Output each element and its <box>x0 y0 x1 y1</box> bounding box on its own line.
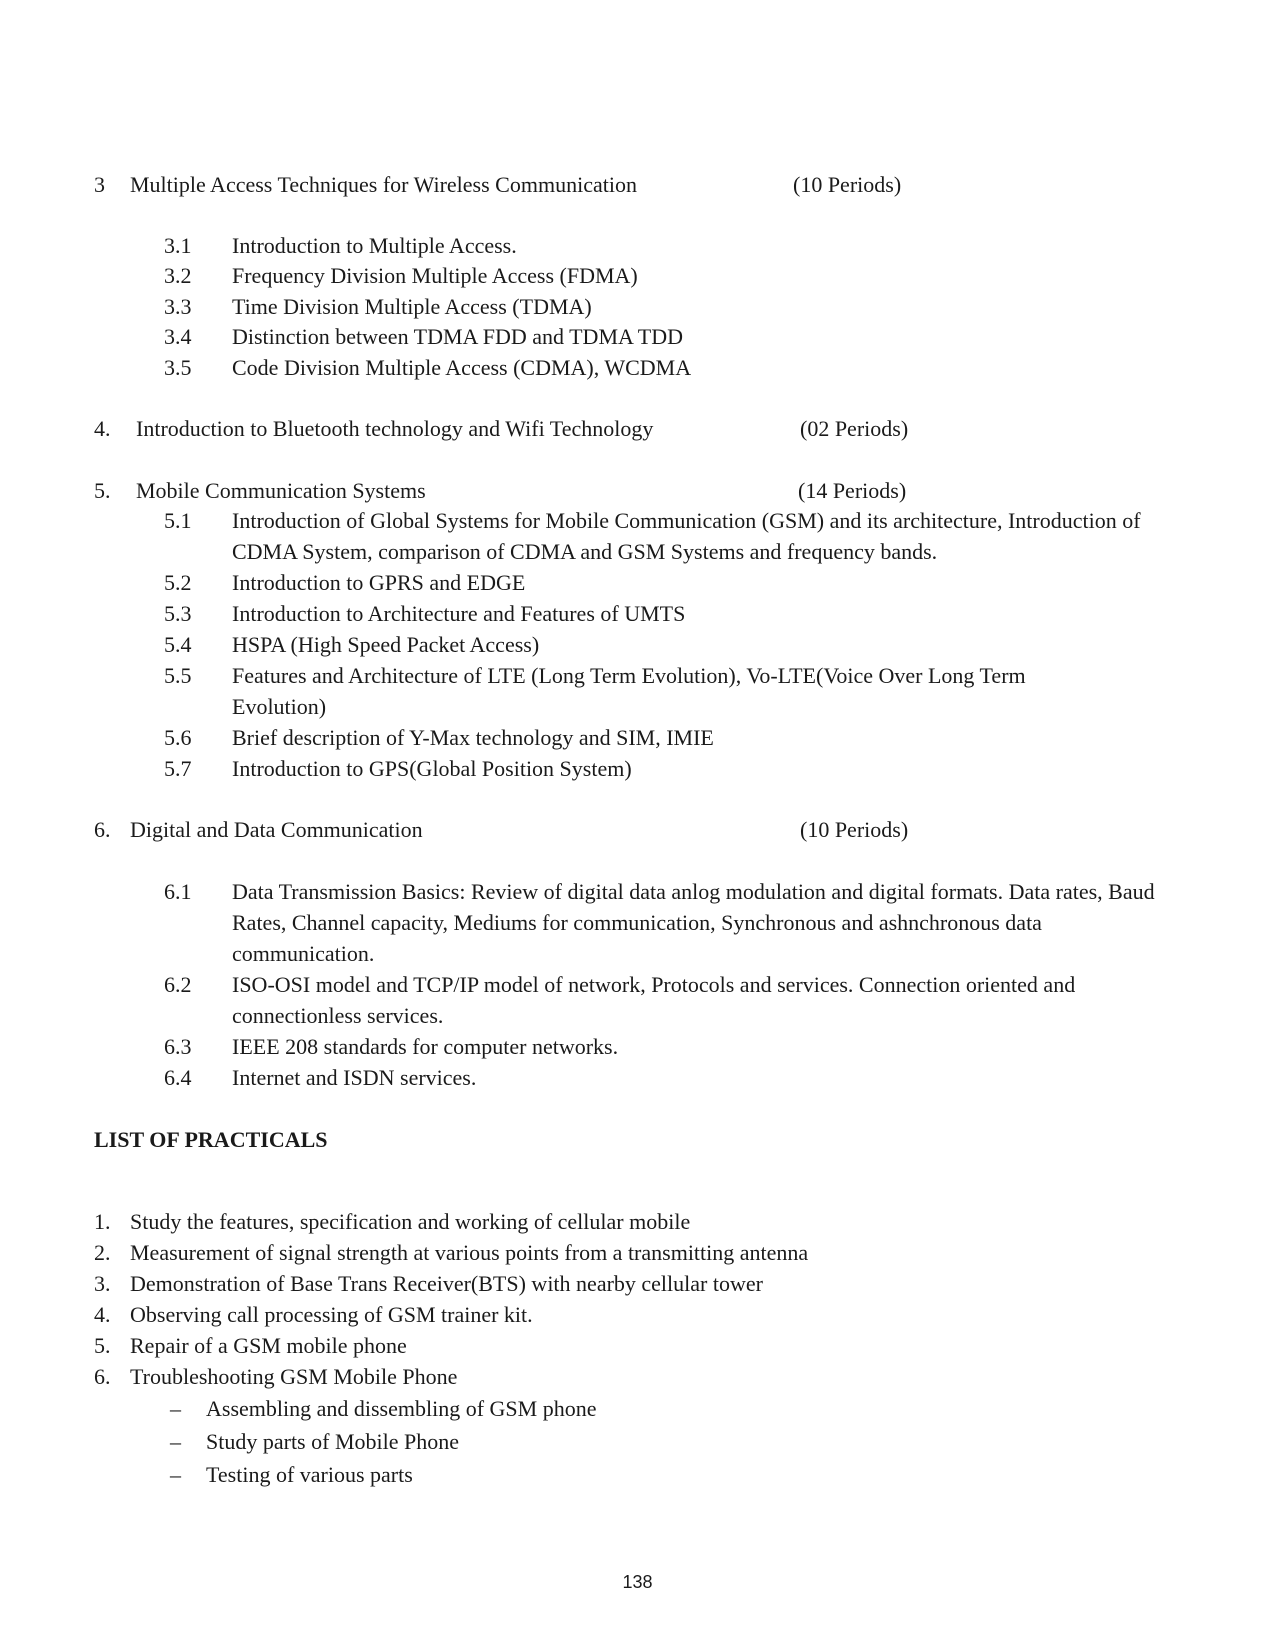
practical-number: 1. <box>94 1209 111 1234</box>
section-number: 3 <box>94 172 105 197</box>
item-text: HSPA (High Speed Packet Access) <box>232 632 540 657</box>
item-number: 6.1 <box>164 879 192 904</box>
section-periods: (14 Periods) <box>798 478 907 503</box>
practical-number: 6. <box>94 1364 111 1389</box>
item-text: IEEE 208 standards for computer networks. <box>232 1034 619 1059</box>
item-text: Code Division Multiple Access (CDMA), WCDMA <box>232 355 692 380</box>
item-number: 5.7 <box>164 756 192 781</box>
item-number: 5.6 <box>164 725 192 750</box>
item-number: 3.5 <box>164 355 192 380</box>
practical-number: 5. <box>94 1333 111 1358</box>
section-periods: (10 Periods) <box>800 817 909 842</box>
section-title: Introduction to Bluetooth technology and Wifi Technology <box>136 416 654 441</box>
practical-number: 4. <box>94 1302 111 1327</box>
item-number: 5.2 <box>164 570 192 595</box>
item-number: 5.3 <box>164 601 192 626</box>
practical-text: Study the features, specification and working of cellular mobile <box>130 1209 691 1234</box>
item-text: Distinction between TDMA FDD and TDMA TDD <box>232 324 683 349</box>
practical-text: Demonstration of Base Trans Receiver(BTS) with nearby cellular tower <box>130 1271 763 1296</box>
item-number: 3.2 <box>164 263 192 288</box>
practical-text: Repair of a GSM mobile phone <box>130 1333 407 1358</box>
item-text: Introduction to GPS(Global Position System) <box>232 756 632 781</box>
practical-text: Measurement of signal strength at various points from a transmitting antenna <box>130 1240 809 1265</box>
item-number: 5.1 <box>164 508 192 533</box>
practical-text: Troubleshooting GSM Mobile Phone <box>130 1364 458 1389</box>
section-number: 5. <box>94 478 111 503</box>
section-title: Mobile Communication Systems <box>136 478 426 503</box>
section-periods: (02 Periods) <box>800 416 909 441</box>
item-number: 3.4 <box>164 324 192 349</box>
practical-text: Observing call processing of GSM trainer kit. <box>130 1302 533 1327</box>
item-text: Time Division Multiple Access (TDMA) <box>232 294 592 319</box>
item-text: Introduction of Global Systems for Mobile Communication (GSM) and its architecture, Introduction of CDMA System, comparison of CDMA and GSM Systems and frequency bands. <box>232 508 1141 564</box>
page-number: 138 <box>622 1572 653 1592</box>
practical-number: 2. <box>94 1240 111 1265</box>
practical-number: 3. <box>94 1271 111 1296</box>
item-number: 5.5 <box>164 663 192 688</box>
sub-item-text: Study parts of Mobile Phone <box>206 1429 459 1454</box>
item-text: Introduction to Multiple Access. <box>232 233 517 258</box>
section-number: 4. <box>94 416 111 441</box>
item-number: 6.4 <box>164 1065 192 1090</box>
practicals-heading: LIST OF PRACTICALS <box>94 1127 328 1152</box>
item-number: 3.3 <box>164 294 192 319</box>
item-number: 6.3 <box>164 1034 192 1059</box>
item-number: 3.1 <box>164 233 192 258</box>
item-text: Introduction to GPRS and EDGE <box>232 570 526 595</box>
item-text: Introduction to Architecture and Features of UMTS <box>232 601 686 626</box>
item-number: 6.2 <box>164 972 192 997</box>
section-number: 6. <box>94 817 111 842</box>
item-text: Data Transmission Basics: Review of digital data anlog modulation and digital formats. Data rates, Baud Rates, Channel capacity, Mediums for communication, Synchronous and ashnchronous data communication. <box>232 879 1155 966</box>
item-text: ISO-OSI model and TCP/IP model of network, Protocols and services. Connection oriented and connectionless services. <box>232 972 1076 1028</box>
dash-bullet: – <box>170 1429 181 1454</box>
section-title: Digital and Data Communication <box>130 817 423 842</box>
section-periods: (10 Periods) <box>793 172 902 197</box>
sub-item-text: Assembling and dissembling of GSM phone <box>206 1396 597 1421</box>
item-text: Features and Architecture of LTE (Long Term Evolution), Vo-LTE(Voice Over Long Term Evolution) <box>232 663 1026 719</box>
sub-item-text: Testing of various parts <box>206 1462 413 1487</box>
dash-bullet: – <box>170 1462 181 1487</box>
item-text: Internet and ISDN services. <box>232 1065 477 1090</box>
section-title: Multiple Access Techniques for Wireless Communication <box>130 172 637 197</box>
item-text: Brief description of Y-Max technology and SIM, IMIE <box>232 725 714 750</box>
item-number: 5.4 <box>164 632 192 657</box>
item-text: Frequency Division Multiple Access (FDMA) <box>232 263 638 288</box>
dash-bullet: – <box>170 1396 181 1421</box>
